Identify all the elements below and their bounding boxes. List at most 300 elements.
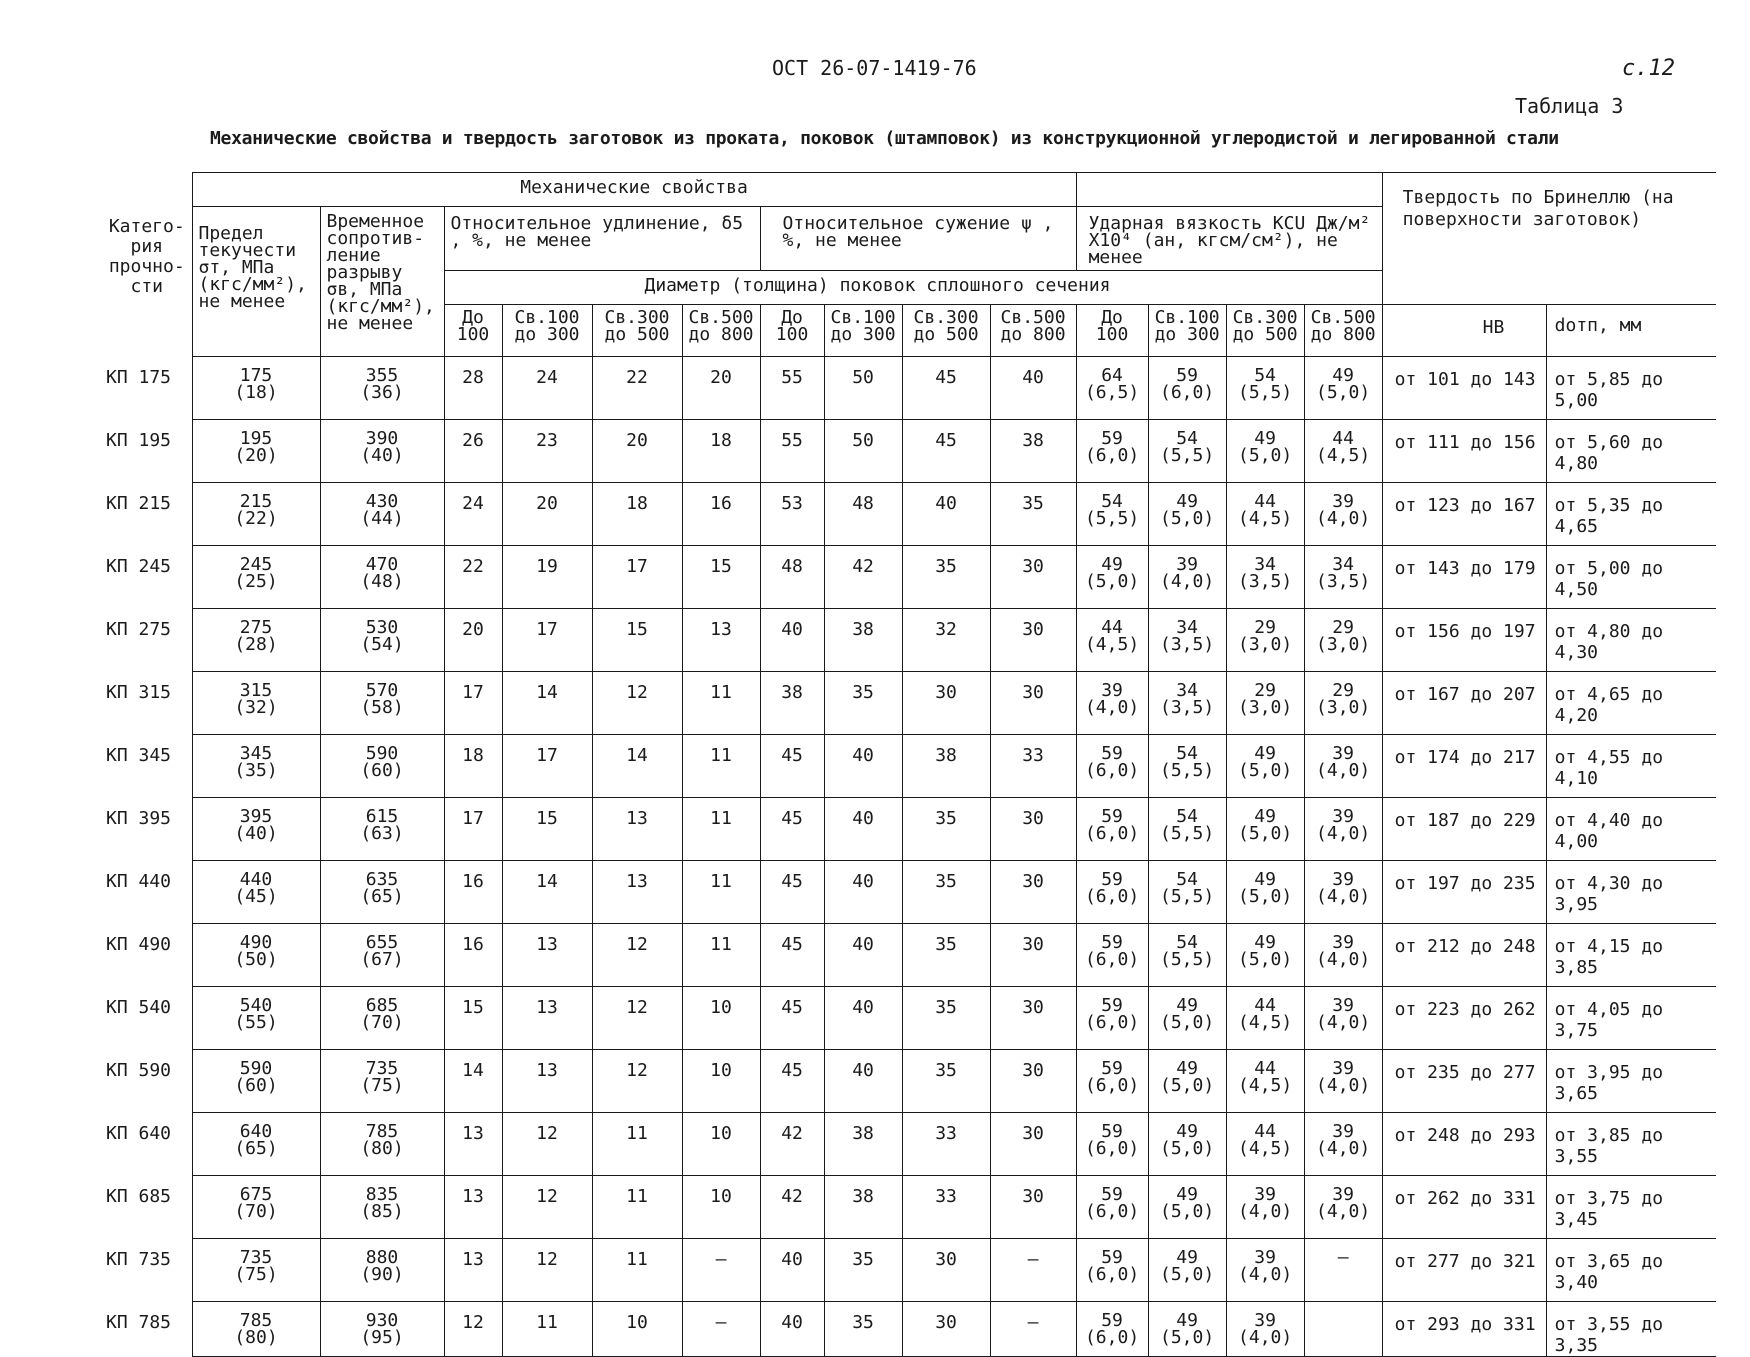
impact-cell-value: 54: [1176, 806, 1198, 827]
reduction-cell: [760, 861, 824, 924]
yield-cell-value-kgf: (18): [234, 382, 278, 403]
impact-cell-value-kgf: (6,0): [1084, 1075, 1140, 1096]
elongation-cell: [682, 1176, 760, 1239]
impact-cell-value-kgf: (4,5): [1238, 1075, 1293, 1096]
impact-cell-value: 59: [1101, 428, 1123, 449]
impact-cell: [1226, 1050, 1304, 1113]
reduction-cell: [990, 420, 1076, 483]
reduction-cell: [824, 672, 902, 735]
tensile-cell: [320, 483, 444, 546]
impact-cell: [1304, 987, 1382, 1050]
category-cell-value: КП 440: [106, 870, 172, 892]
hb-header: HB: [1382, 305, 1546, 357]
mechanical-properties-table: [102, 172, 1716, 1357]
elong-range-3: Св.300 до 500: [592, 305, 682, 357]
elongation-cell-value: 15: [536, 808, 558, 829]
impact-cell-value-kgf: (4,0): [1084, 697, 1140, 718]
elongation-cell: [682, 987, 760, 1050]
elongation-cell: [444, 1302, 502, 1357]
hb-cell: [1382, 1302, 1546, 1357]
yield-cell-value-kgf: (75): [234, 1264, 278, 1285]
diameter-header: Диаметр (толщина) поковок сплошного сечения: [444, 271, 1382, 305]
tensile-cell-value-kgf: (90): [360, 1264, 404, 1285]
elongation-cell-value: 10: [710, 1123, 732, 1144]
elongation-cell: [682, 1113, 760, 1176]
impact-cell: [1148, 1302, 1226, 1357]
reduction-cell: [990, 483, 1076, 546]
reduction-cell: [760, 987, 824, 1050]
reduction-cell-value: 48: [781, 556, 803, 577]
elongation-cell-value: 13: [710, 619, 732, 640]
tensile-cell: [320, 987, 444, 1050]
elongation-cell: [444, 924, 502, 987]
yield-cell-value-kgf: (25): [234, 571, 278, 592]
impact-cell-value-kgf: (5,0): [1159, 1012, 1215, 1033]
elongation-cell-value: 17: [536, 619, 558, 640]
impact-cell-value-kgf: (5,0): [1159, 1075, 1215, 1096]
impact-cell-value-kgf: (4,0): [1316, 1201, 1371, 1222]
yield-cell-value-kgf: (28): [234, 634, 278, 655]
impact-cell-value: 49: [1254, 743, 1276, 764]
category-cell: [102, 1239, 192, 1302]
impact-cell: [1226, 609, 1304, 672]
impact-cell-value-kgf: (3,5): [1159, 697, 1215, 718]
reduction-cell-value: 38: [1022, 430, 1044, 451]
dotp-cell: [1546, 1050, 1716, 1113]
elongation-cell-value: 16: [462, 934, 484, 955]
category-cell-value: КП 540: [106, 996, 172, 1018]
reduction-cell-value: 30: [935, 682, 957, 703]
elongation-cell-value: 11: [710, 808, 732, 829]
hb-cell-value: от 262 до 331: [1394, 1188, 1536, 1209]
category-cell: [102, 1113, 192, 1176]
elongation-cell: [682, 546, 760, 609]
elongation-cell: [444, 1176, 502, 1239]
impact-cell-value: 39: [1332, 1058, 1354, 1079]
elongation-cell-value: 12: [626, 682, 648, 703]
hb-cell-value: от 223 до 262: [1394, 999, 1536, 1020]
tensile-cell-value-kgf: (75): [360, 1075, 404, 1096]
category-cell-value: КП 245: [106, 555, 172, 577]
reduction-cell: [824, 1050, 902, 1113]
tensile-cell-value: 390: [365, 428, 399, 449]
impact-cell-value-kgf: (6,0): [1084, 1138, 1140, 1159]
tensile-strength-header: Временное сопротив-ление разрыву σв, МПа (кгс/мм²), не менее: [320, 207, 444, 357]
impact-cell: [1304, 546, 1382, 609]
dotp-cell: [1546, 546, 1716, 609]
impact-cell-value: 49: [1254, 428, 1276, 449]
reduction-cell-value: 30: [1022, 1060, 1044, 1081]
category-cell: [102, 1302, 192, 1357]
impact-cell: [1304, 1302, 1382, 1357]
reduction-cell-value: 40: [852, 997, 874, 1018]
red-range-2: Св.100 до 300: [824, 305, 902, 357]
elongation-cell-value: 13: [536, 1060, 558, 1081]
tensile-cell-value-kgf: (65): [360, 886, 404, 907]
reduction-cell: [990, 1050, 1076, 1113]
reduction-cell-value: 55: [781, 367, 803, 388]
impact-cell-value-kgf: (5,0): [1159, 1264, 1215, 1285]
category-cell-value: КП 195: [106, 429, 172, 451]
elongation-cell: [502, 924, 592, 987]
elongation-cell-value: 10: [710, 997, 732, 1018]
elongation-cell-value: 12: [626, 1060, 648, 1081]
tensile-cell: [320, 1176, 444, 1239]
impact-cell: [1148, 735, 1226, 798]
elongation-cell-value: 15: [710, 556, 732, 577]
impact-cell-value-kgf: (4,0): [1316, 823, 1371, 844]
reduction-cell: [824, 1176, 902, 1239]
yield-cell: [192, 1302, 320, 1357]
impact-cell: [1148, 798, 1226, 861]
hb-cell-value: от 197 до 235: [1394, 873, 1536, 894]
impact-cell-value-kgf: (6,0): [1084, 949, 1140, 970]
reduction-cell-value: 35: [935, 871, 957, 892]
impact-cell: [1304, 735, 1382, 798]
table-title: Механические свойства и твердость заготовок из проката, поковок (штамповок) из конструкционной углеродистой и легированной стали: [210, 128, 1559, 149]
elongation-cell-value: 11: [626, 1123, 648, 1144]
tensile-cell-value-kgf: (54): [360, 634, 404, 655]
tensile-cell: [320, 1302, 444, 1357]
impact-cell: [1076, 672, 1148, 735]
category-cell-value: КП 735: [106, 1248, 172, 1270]
elongation-cell-value: 13: [462, 1123, 484, 1144]
elongation-cell: [682, 420, 760, 483]
reduction-cell-value: 35: [852, 1249, 874, 1270]
impact-cell-value-kgf: (6,0): [1084, 1201, 1140, 1222]
elongation-cell: [444, 483, 502, 546]
impact-cell: [1304, 1113, 1382, 1176]
impact-cell: [1304, 1176, 1382, 1239]
impact-cell-value: 44: [1101, 617, 1123, 638]
impact-cell-value-kgf: (6,5): [1084, 382, 1140, 403]
reduction-cell: [990, 1113, 1076, 1176]
impact-cell-value: 34: [1254, 554, 1276, 575]
elongation-cell-value: 14: [462, 1060, 484, 1081]
impact-cell-value: 49: [1176, 1184, 1198, 1205]
reduction-cell: [902, 609, 990, 672]
yield-cell-value-kgf: (70): [234, 1201, 278, 1222]
impact-cell-value-kgf: (5,0): [1238, 760, 1293, 781]
reduction-cell-value: 30: [935, 1249, 957, 1270]
impact-cell: [1076, 1050, 1148, 1113]
impact-cell: [1226, 357, 1304, 420]
impact-cell: [1226, 1239, 1304, 1302]
impact-cell-value-kgf: (4,0): [1316, 886, 1371, 907]
hb-cell-value: от 293 до 331: [1394, 1314, 1536, 1335]
hb-cell: [1382, 1239, 1546, 1302]
impact-cell-value-kgf: (4,5): [1238, 1012, 1293, 1033]
tensile-cell-value-kgf: (63): [360, 823, 404, 844]
impact-cell: [1304, 483, 1382, 546]
reduction-cell-value: 33: [935, 1186, 957, 1207]
impact-cell-value: 49: [1176, 1058, 1198, 1079]
reduction-cell: [902, 1176, 990, 1239]
impact-range-4: Св.500 до 800: [1304, 305, 1382, 357]
impact-cell-value-kgf: (3,5): [1316, 571, 1371, 592]
reduction-cell: [990, 672, 1076, 735]
tensile-cell-value-kgf: (44): [360, 508, 404, 529]
tensile-cell: [320, 420, 444, 483]
dotp-cell-value: от 3,55 до 3,35: [1554, 1314, 1664, 1356]
reduction-cell: [824, 420, 902, 483]
impact-cell: [1304, 861, 1382, 924]
reduction-cell: [990, 798, 1076, 861]
impact-cell-value: 54: [1176, 428, 1198, 449]
reduction-cell-value: 38: [852, 619, 874, 640]
impact-cell-value-kgf: (4,0): [1316, 1012, 1371, 1033]
impact-cell-value-kgf: (5,0): [1238, 949, 1293, 970]
elongation-cell: [682, 924, 760, 987]
impact-cell: [1076, 609, 1148, 672]
impact-cell-value-kgf: (5,0): [1159, 508, 1215, 529]
reduction-cell: [990, 1239, 1076, 1302]
elongation-cell: [502, 735, 592, 798]
tensile-cell: [320, 672, 444, 735]
impact-cell: [1226, 861, 1304, 924]
tensile-cell: [320, 357, 444, 420]
impact-cell-value-kgf: (3,0): [1238, 634, 1293, 655]
impact-cell-value: 44: [1254, 491, 1276, 512]
impact-cell-value-kgf: (6,0): [1084, 1327, 1140, 1348]
elongation-cell-value: 17: [462, 682, 484, 703]
reduction-cell: [824, 609, 902, 672]
reduction-cell: [760, 483, 824, 546]
impact-cell-value: 39: [1176, 554, 1198, 575]
impact-cell: [1304, 420, 1382, 483]
elongation-cell: [502, 357, 592, 420]
reduction-cell-value: 45: [781, 808, 803, 829]
reduction-cell-value: 55: [781, 430, 803, 451]
elongation-cell-value: 13: [626, 808, 648, 829]
elongation-cell-value: 20: [626, 430, 648, 451]
reduction-cell-value: 53: [781, 493, 803, 514]
tensile-cell-value: 835: [365, 1184, 399, 1205]
table-row: [102, 420, 1716, 483]
category-cell-value: КП 490: [106, 933, 172, 955]
tensile-cell-value: 930: [365, 1310, 399, 1331]
category-cell-value: КП 590: [106, 1059, 172, 1081]
hb-cell: [1382, 420, 1546, 483]
tensile-cell-value: 430: [365, 491, 399, 512]
impact-cell-value: 49: [1176, 491, 1198, 512]
impact-cell-value: 59: [1101, 1310, 1123, 1331]
yield-cell: [192, 546, 320, 609]
reduction-cell: [990, 1176, 1076, 1239]
elongation-cell-value: –: [715, 1249, 727, 1270]
mechanical-properties-header: Механические свойства: [192, 173, 1076, 207]
hb-cell-value: от 248 до 293: [1394, 1125, 1536, 1146]
reduction-cell: [824, 1113, 902, 1176]
elongation-cell: [682, 735, 760, 798]
impact-cell: [1226, 483, 1304, 546]
reduction-cell-value: 48: [852, 493, 874, 514]
yield-cell: [192, 1050, 320, 1113]
elongation-cell-value: 13: [462, 1186, 484, 1207]
impact-cell: [1076, 1113, 1148, 1176]
elongation-cell: [502, 1113, 592, 1176]
yield-cell-value-kgf: (22): [234, 508, 278, 529]
elongation-cell: [592, 1050, 682, 1113]
impact-cell-value-kgf: (4,0): [1238, 1327, 1293, 1348]
yield-cell: [192, 861, 320, 924]
impact-cell-value-kgf: (4,0): [1238, 1264, 1293, 1285]
reduction-cell: [824, 798, 902, 861]
hb-cell: [1382, 609, 1546, 672]
hardness-header: Твердость по Бринеллю (на поверхности заготовок): [1382, 173, 1716, 271]
red-range-4: Св.500 до 800: [990, 305, 1076, 357]
reduction-cell: [902, 861, 990, 924]
elongation-header: Относительное удлинение, δ5 , %, не менее: [444, 207, 760, 271]
table-row: [102, 798, 1716, 861]
impact-cell: [1226, 672, 1304, 735]
impact-cell-value-kgf: (5,0): [1159, 1327, 1215, 1348]
tensile-cell: [320, 1050, 444, 1113]
category-cell: [102, 987, 192, 1050]
elong-range-2: Св.100 до 300: [502, 305, 592, 357]
elongation-cell: [444, 735, 502, 798]
elongation-cell-value: 11: [710, 871, 732, 892]
elongation-cell-value: 13: [462, 1249, 484, 1270]
reduction-cell-value: 45: [935, 430, 957, 451]
reduction-cell-value: 35: [935, 934, 957, 955]
elongation-cell: [444, 420, 502, 483]
table-row: [102, 1176, 1716, 1239]
elongation-cell: [682, 357, 760, 420]
yield-cell-value-kgf: (60): [234, 1075, 278, 1096]
impact-cell-value: 34: [1176, 680, 1198, 701]
yield-cell: [192, 1176, 320, 1239]
hb-cell: [1382, 483, 1546, 546]
yield-cell: [192, 924, 320, 987]
elongation-cell: [502, 609, 592, 672]
reduction-cell: [824, 735, 902, 798]
hb-cell: [1382, 1050, 1546, 1113]
elongation-cell-value: 16: [710, 493, 732, 514]
impact-cell-value-kgf: (5,0): [1238, 823, 1293, 844]
reduction-cell: [902, 420, 990, 483]
tensile-cell-value: 685: [365, 995, 399, 1016]
impact-cell: [1148, 483, 1226, 546]
reduction-cell: [760, 672, 824, 735]
elongation-cell-value: 12: [626, 934, 648, 955]
reduction-cell: [760, 924, 824, 987]
elongation-cell: [592, 357, 682, 420]
impact-cell-value-kgf: (6,0): [1084, 886, 1140, 907]
reduction-cell-value: 35: [852, 1312, 874, 1333]
yield-cell: [192, 1113, 320, 1176]
reduction-cell: [760, 1113, 824, 1176]
elongation-cell: [592, 1176, 682, 1239]
hb-cell: [1382, 735, 1546, 798]
elongation-cell: [682, 861, 760, 924]
reduction-cell: [824, 861, 902, 924]
yield-cell-value-kgf: (80): [234, 1327, 278, 1348]
yield-cell-value-kgf: (32): [234, 697, 278, 718]
reduction-cell: [902, 1302, 990, 1357]
impact-cell-value-kgf: (4,5): [1316, 445, 1371, 466]
impact-cell-value: 39: [1332, 1121, 1354, 1142]
yield-cell-value-kgf: (40): [234, 823, 278, 844]
dotp-cell: [1546, 1302, 1716, 1357]
impact-cell-value-kgf: (4,0): [1316, 760, 1371, 781]
hb-cell-value: от 187 до 229: [1394, 810, 1536, 831]
reduction-cell-value: –: [1027, 1249, 1039, 1270]
impact-range-2: Св.100 до 300: [1148, 305, 1226, 357]
reduction-cell-value: 40: [852, 745, 874, 766]
elongation-cell: [502, 420, 592, 483]
reduction-cell: [902, 483, 990, 546]
tensile-cell-value: 635: [365, 869, 399, 890]
elongation-cell: [592, 987, 682, 1050]
reduction-cell: [824, 357, 902, 420]
elongation-cell-value: 20: [710, 367, 732, 388]
impact-cell: [1226, 924, 1304, 987]
hb-cell: [1382, 546, 1546, 609]
tensile-cell: [320, 798, 444, 861]
impact-cell-value-kgf: (4,5): [1238, 1138, 1293, 1159]
elongation-cell-value: 12: [536, 1186, 558, 1207]
reduction-header: Относительное сужение ψ , %, не менее: [760, 207, 1076, 271]
yield-cell-value: 735: [239, 1247, 273, 1268]
impact-cell-value-kgf: (5,5): [1159, 823, 1215, 844]
elongation-cell-value: 10: [710, 1186, 732, 1207]
tensile-cell-value: 470: [365, 554, 399, 575]
reduction-cell-value: 40: [852, 934, 874, 955]
table-row: [102, 1239, 1716, 1302]
yield-cell-value-kgf: (20): [234, 445, 278, 466]
dotp-cell-value: от 4,65 до 4,20: [1554, 684, 1664, 726]
category-cell-value: КП 175: [106, 366, 172, 388]
elongation-cell-value: 20: [462, 619, 484, 640]
table-row: [102, 1050, 1716, 1113]
reduction-cell: [902, 735, 990, 798]
impact-cell-value-kgf: (5,0): [1238, 445, 1293, 466]
reduction-cell-value: 30: [1022, 1123, 1044, 1144]
tensile-cell: [320, 609, 444, 672]
yield-cell: [192, 483, 320, 546]
hb-cell: [1382, 357, 1546, 420]
yield-cell-value-kgf: (35): [234, 760, 278, 781]
elongation-cell-value: 15: [462, 997, 484, 1018]
dotp-cell-value: от 3,95 до 3,65: [1554, 1062, 1664, 1104]
reduction-cell: [990, 987, 1076, 1050]
elongation-cell: [592, 483, 682, 546]
elongation-cell-value: 18: [462, 745, 484, 766]
elongation-cell: [444, 1113, 502, 1176]
reduction-cell-value: 30: [1022, 556, 1044, 577]
reduction-cell-value: 38: [852, 1186, 874, 1207]
reduction-cell: [902, 987, 990, 1050]
elongation-cell: [444, 357, 502, 420]
category-cell: [102, 609, 192, 672]
yield-cell: [192, 672, 320, 735]
tensile-cell-value-kgf: (70): [360, 1012, 404, 1033]
table-row: [102, 924, 1716, 987]
dotp-cell: [1546, 609, 1716, 672]
impact-cell-value: 29: [1332, 617, 1354, 638]
yield-cell-value: 315: [239, 680, 273, 701]
red-range-3: Св.300 до 500: [902, 305, 990, 357]
dotp-cell-value: от 5,00 до 4,50: [1554, 558, 1664, 600]
impact-cell-value-kgf: (5,5): [1084, 508, 1140, 529]
hb-cell: [1382, 1113, 1546, 1176]
impact-cell-value: 34: [1332, 554, 1354, 575]
elongation-cell-value: 12: [626, 997, 648, 1018]
red-range-1: До 100: [760, 305, 824, 357]
elongation-cell: [502, 1176, 592, 1239]
dotp-cell-value: от 4,40 до 4,00: [1554, 810, 1664, 852]
